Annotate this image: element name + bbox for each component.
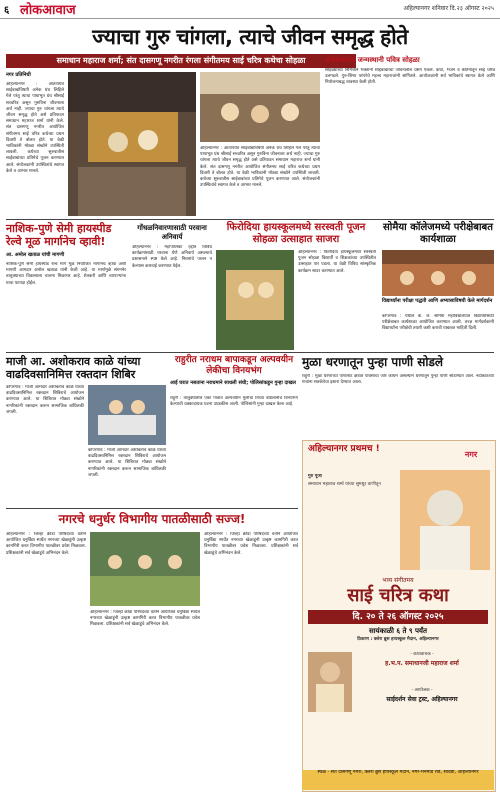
ad-presenter-line: गुरु पूजा <box>308 474 322 479</box>
lead-headline: ज्याचा गुरु चांगला, त्याचे जीवन समृद्ध होते <box>92 25 408 49</box>
lead-byline: नगर प्रतिनिधी <box>6 72 31 78</box>
ad-top-line: अहिल्यानगर प्रथमच ! <box>308 444 380 454</box>
article7-body: राहुरी : तालुक्यातील एका गावात अल्पवयीन मुलीचा तिच्या वडिलांनीच विनयभंग केल्याची धक्कादायक घटना उघडकीस आली. पोलिसांनी गुन्हा दाखल केला आहे. <box>170 396 298 408</box>
article9-photo <box>90 532 200 606</box>
article2-byline: आ. अमोल खताळ यांची मागणी <box>6 252 65 258</box>
ad-speaker-photo <box>308 652 352 712</box>
article6-photo <box>88 385 166 445</box>
article5-headline: सोमैया कॉलेजमध्ये परीक्षेबाबत कार्यशाळा <box>383 222 493 245</box>
ad-event-title: साई चरित्र कथा <box>347 585 449 606</box>
article3-body: अहिल्यानगर : महापालिका हद्दीत विविध कार्यक्रमांसाठी परवाना घेणे अनिवार्य असल्याचे प्रशासनाने स्पष्ट केले आहे. नियमांचे पालन न केल्यास कारवाई करण्यात येईल. <box>132 245 212 269</box>
ad-speaker: ह.भ.प. समाधानजी महाराज शर्मा <box>385 660 459 667</box>
ad-venue: ठिकाण : क्लेरा ब्रुस हायस्कूल मैदान, अहिल्यानगर <box>357 637 439 642</box>
dateline: अहिल्यानगर शनिवार दि.२३ ऑगस्ट २०२५ <box>403 5 494 12</box>
lead-photo-2 <box>200 72 320 142</box>
lead-photo <box>68 72 196 216</box>
article5-photo <box>382 250 494 296</box>
page-number: ६ <box>4 5 10 16</box>
article4-body: अहिल्यानगर : फिरोदिया हायस्कूलमध्ये सरस्वती पूजन सोहळा विद्यार्थी व शिक्षकांच्या उपस्थितीत उत्साहात पार पडला. या वेळी विविध सांस्कृतिक कार्यक्रम सादर करण्यात आले. <box>298 250 376 274</box>
ad-presenter-name: समाधान महाराज शर्मा यांच्या सुमधुर वाणीतून <box>308 482 381 487</box>
divider <box>6 508 298 509</box>
divider <box>6 219 494 220</box>
article5-body: कोपरगाव : येथील के. जे. सोमैया महाविद्यालयात विद्यार्थ्यांसाठी परीक्षेबाबत कार्यशाळा आयोजित करण्यात आली. तज्ज्ञ मार्गदर्शकांनी विद्यार्थ्यांना परीक्षेची तयारी कशी करावी याबाबत माहिती दिली. <box>382 314 494 332</box>
article7-headline: राहुरीत नराधम बापाकडून अल्पवयीन लेकीचा विनयभंग <box>174 355 294 376</box>
ad-photo-sai <box>400 470 490 570</box>
article4-headline: फिरोदिया हायस्कूलमध्ये सरस्वती पूजन सोहळा उत्साहात साजरा <box>226 222 366 245</box>
ad-footer: स्थळ - संत दासगणू नगरी, क्लेरा ब्रुस हायस्कूल मैदान, नगर-मनमाड रोड, सावेडी, अहिल्यानगर <box>302 770 494 790</box>
article9-headline: नगरचे धनुर्धर विभागीय पातळीसाठी सज्ज! <box>58 512 246 526</box>
article9-body-col3: अहिल्यानगर : जिल्हा क्रीडा परिषदेच्या वतीने आयोजित धनुर्विद्या स्पर्धेत नगरच्या खेळाडूंनी उत्कृष्ट कामगिरी करत विभागीय पातळीवर प्रवेश मिळवला. प्रशिक्षकांनी सर्व खेळाडूंचे अभिनंदन केले. <box>204 532 298 556</box>
divider <box>6 352 494 353</box>
article6-headline: माजी आ. अशोकराव काळे यांच्या वाढदिवसानिमित्त रक्तदान शिबिर <box>6 355 141 381</box>
paper-logo: लोकआवाज <box>20 3 76 18</box>
article9-body-continued: अहिल्यानगर : जिल्हा क्रीडा परिषदेच्या वतीने आयोजित धनुर्विद्या स्पर्धेत नगरच्या खेळाडूंनी उत्कृष्ट कामगिरी करत विभागीय पातळीवर प्रवेश मिळवला. प्रशिक्षकांनी सर्व खेळाडूंचे अभिनंदन केले. <box>90 610 200 628</box>
side-box-body: सोहळ्याच्या निमित्ताने भक्तांनी साईबाबांच्या जीवनातील प्रसंग ऐकले. कथा, भजन व कीर्तनातून साई चरित्र उलगडले. गुरु-शिष्य परंपरेचे महत्त्व महाराजांनी सांगितले. आयोजकांनी सर्व भाविकांचे स्वागत केले आणि नियोजनाबद्ध व्यवस्था केली होती. <box>325 68 495 86</box>
ad-organizer: साईदर्शन सेवा ट्रस्ट, अहिल्यानगर <box>386 696 458 703</box>
lead-subhead: समाधान महाराज शर्मा; संत दासगणू नगरीत रंगला संगीतमय साई चरित्र कथेचा सोहळा <box>6 54 356 68</box>
article2-headline: नाशिक-पुणे सेमी हायस्पीड रेल्वे मूळ मार्गानेच व्हावी! <box>6 222 112 248</box>
article4-photo <box>216 250 294 350</box>
ad-organizer-label: - आयोजक - <box>411 688 433 693</box>
article6-body: कोपरगाव : माजी आमदार अशोकराव काळे यांच्या वाढदिवसानिमित्त रक्तदान शिबिराचे आयोजन करण्यात आले. या शिबिरात मोठ्या संख्येने नागरिकांनी रक्तदान करून सामाजिक बांधिलकी जपली. <box>6 385 84 415</box>
ad-event-small: भव्य संगीतमय <box>382 577 414 584</box>
article5-byline: विद्यार्थ्यांना परीक्षा पद्धती आणि अभ्यासाविषयी केले मार्गदर्शन <box>382 298 493 304</box>
lead-body: अहिल्यानगर : आतापर्यंत साईबाबांविषयी अनेक ग्रंथ लिहिले गेले परंतु त्याचा पायाभूत ग्रंथ श्रीसाई सच्चरित्र असून गुरुविना जीवनाला अर्थ नाही. ज्याचा गुरु चांगला त्याचे जीवन समृद्ध होते असे प्रतिपादन समाधान महाराज शर्मा यांनी केले. संत दासगणू नगरीत आयोजित संगीतमय साई चरित्र कथेच्या प्रथम दिवशी ते बोलत होते. या वेळी भाविकांनी मोठ्या संख्येने उपस्थिती लावली. कथेच्या सुरुवातीस साईबाबांच्या प्रतिमेचे पूजन करण्यात आले. संयोजकांनी उपस्थितांचे स्वागत केले व आभार मानले. <box>6 82 64 174</box>
ad-time: सायंकाळी ६ ते ९ पर्यंत <box>369 627 427 635</box>
article8-headline: मुळा धरणातून पुन्हा पाणी सोडले <box>302 355 444 369</box>
ad-dates: दि. २० ते २६ ऑगस्ट २०२५ <box>308 610 488 624</box>
ad-brand-logo: नगर <box>464 450 478 459</box>
article7-byline: आई घरात नसताना नराधमाने साधली संधी; पोलिसांकडून गुन्हा दाखल <box>170 380 296 386</box>
lead-body-continued: अहिल्यानगर : आतापर्यंत साईबाबांविषयी अनेक ग्रंथ लिहिले गेले परंतु त्याचा पायाभूत ग्रंथ श्रीसाई सच्चरित्र असून गुरुविना जीवनाला अर्थ नाही. ज्याचा गुरु चांगला त्याचे जीवन समृद्ध होते असे प्रतिपादन समाधान महाराज शर्मा यांनी केले. संत दासगणू नगरीत आयोजित संगीतमय साई चरित्र कथेच्या प्रथम दिवशी ते बोलत होते. या वेळी भाविकांनी मोठ्या संख्येने उपस्थिती लावली. कथेच्या सुरुवातीस साईबाबांच्या प्रतिमेचे पूजन करण्यात आले. संयोजकांनी उपस्थितांचे स्वागत केले व आभार मानले. <box>200 146 320 189</box>
ad-speaker-label: - कथावाचक - <box>410 652 434 657</box>
article8-body: राहुरी : मुळा धरणाच्या पाणलोट क्षेत्रात पावसाचा जोर कायम असल्याने धरणातून पुन्हा पाणी सोडण्यात आले. नदीकाठच्या गावांना सतर्कतेचा इशारा देण्यात आला. <box>302 374 494 386</box>
article3-headline: गोंधळनिवारणासाठी परवाना अनिवार्य <box>137 224 207 241</box>
article2-body: नाशिक-पुणे सेमी हायस्पीड रेल्वे मार्ग मूळ नियोजित मार्गानेच व्हावा अशी मागणी आमदार अमोल खताळ यांनी केली आहे. या मार्गामुळे संगमनेर तालुक्याच्या विकासाला चालना मिळणार आहे. शेतकरी आणि व्यापाऱ्यांना याचा फायदा होईल. <box>6 262 126 286</box>
article9-body: अहिल्यानगर : जिल्हा क्रीडा परिषदेच्या वतीने आयोजित धनुर्विद्या स्पर्धेत नगरच्या खेळाडूंनी उत्कृष्ट कामगिरी करत विभागीय पातळीवर प्रवेश मिळवला. प्रशिक्षकांनी सर्व खेळाडूंचे अभिनंदन केले. <box>6 532 86 556</box>
article6-body-continued: कोपरगाव : माजी आमदार अशोकराव काळे यांच्या वाढदिवसानिमित्त रक्तदान शिबिराचे आयोजन करण्यात आले. या शिबिरात मोठ्या संख्येने नागरिकांनी रक्तदान करून सामाजिक बांधिलकी जपली. <box>88 448 166 478</box>
side-box-title: साईबाबांच्या जन्मस्थानी पवित्र सोहळा <box>325 56 420 64</box>
